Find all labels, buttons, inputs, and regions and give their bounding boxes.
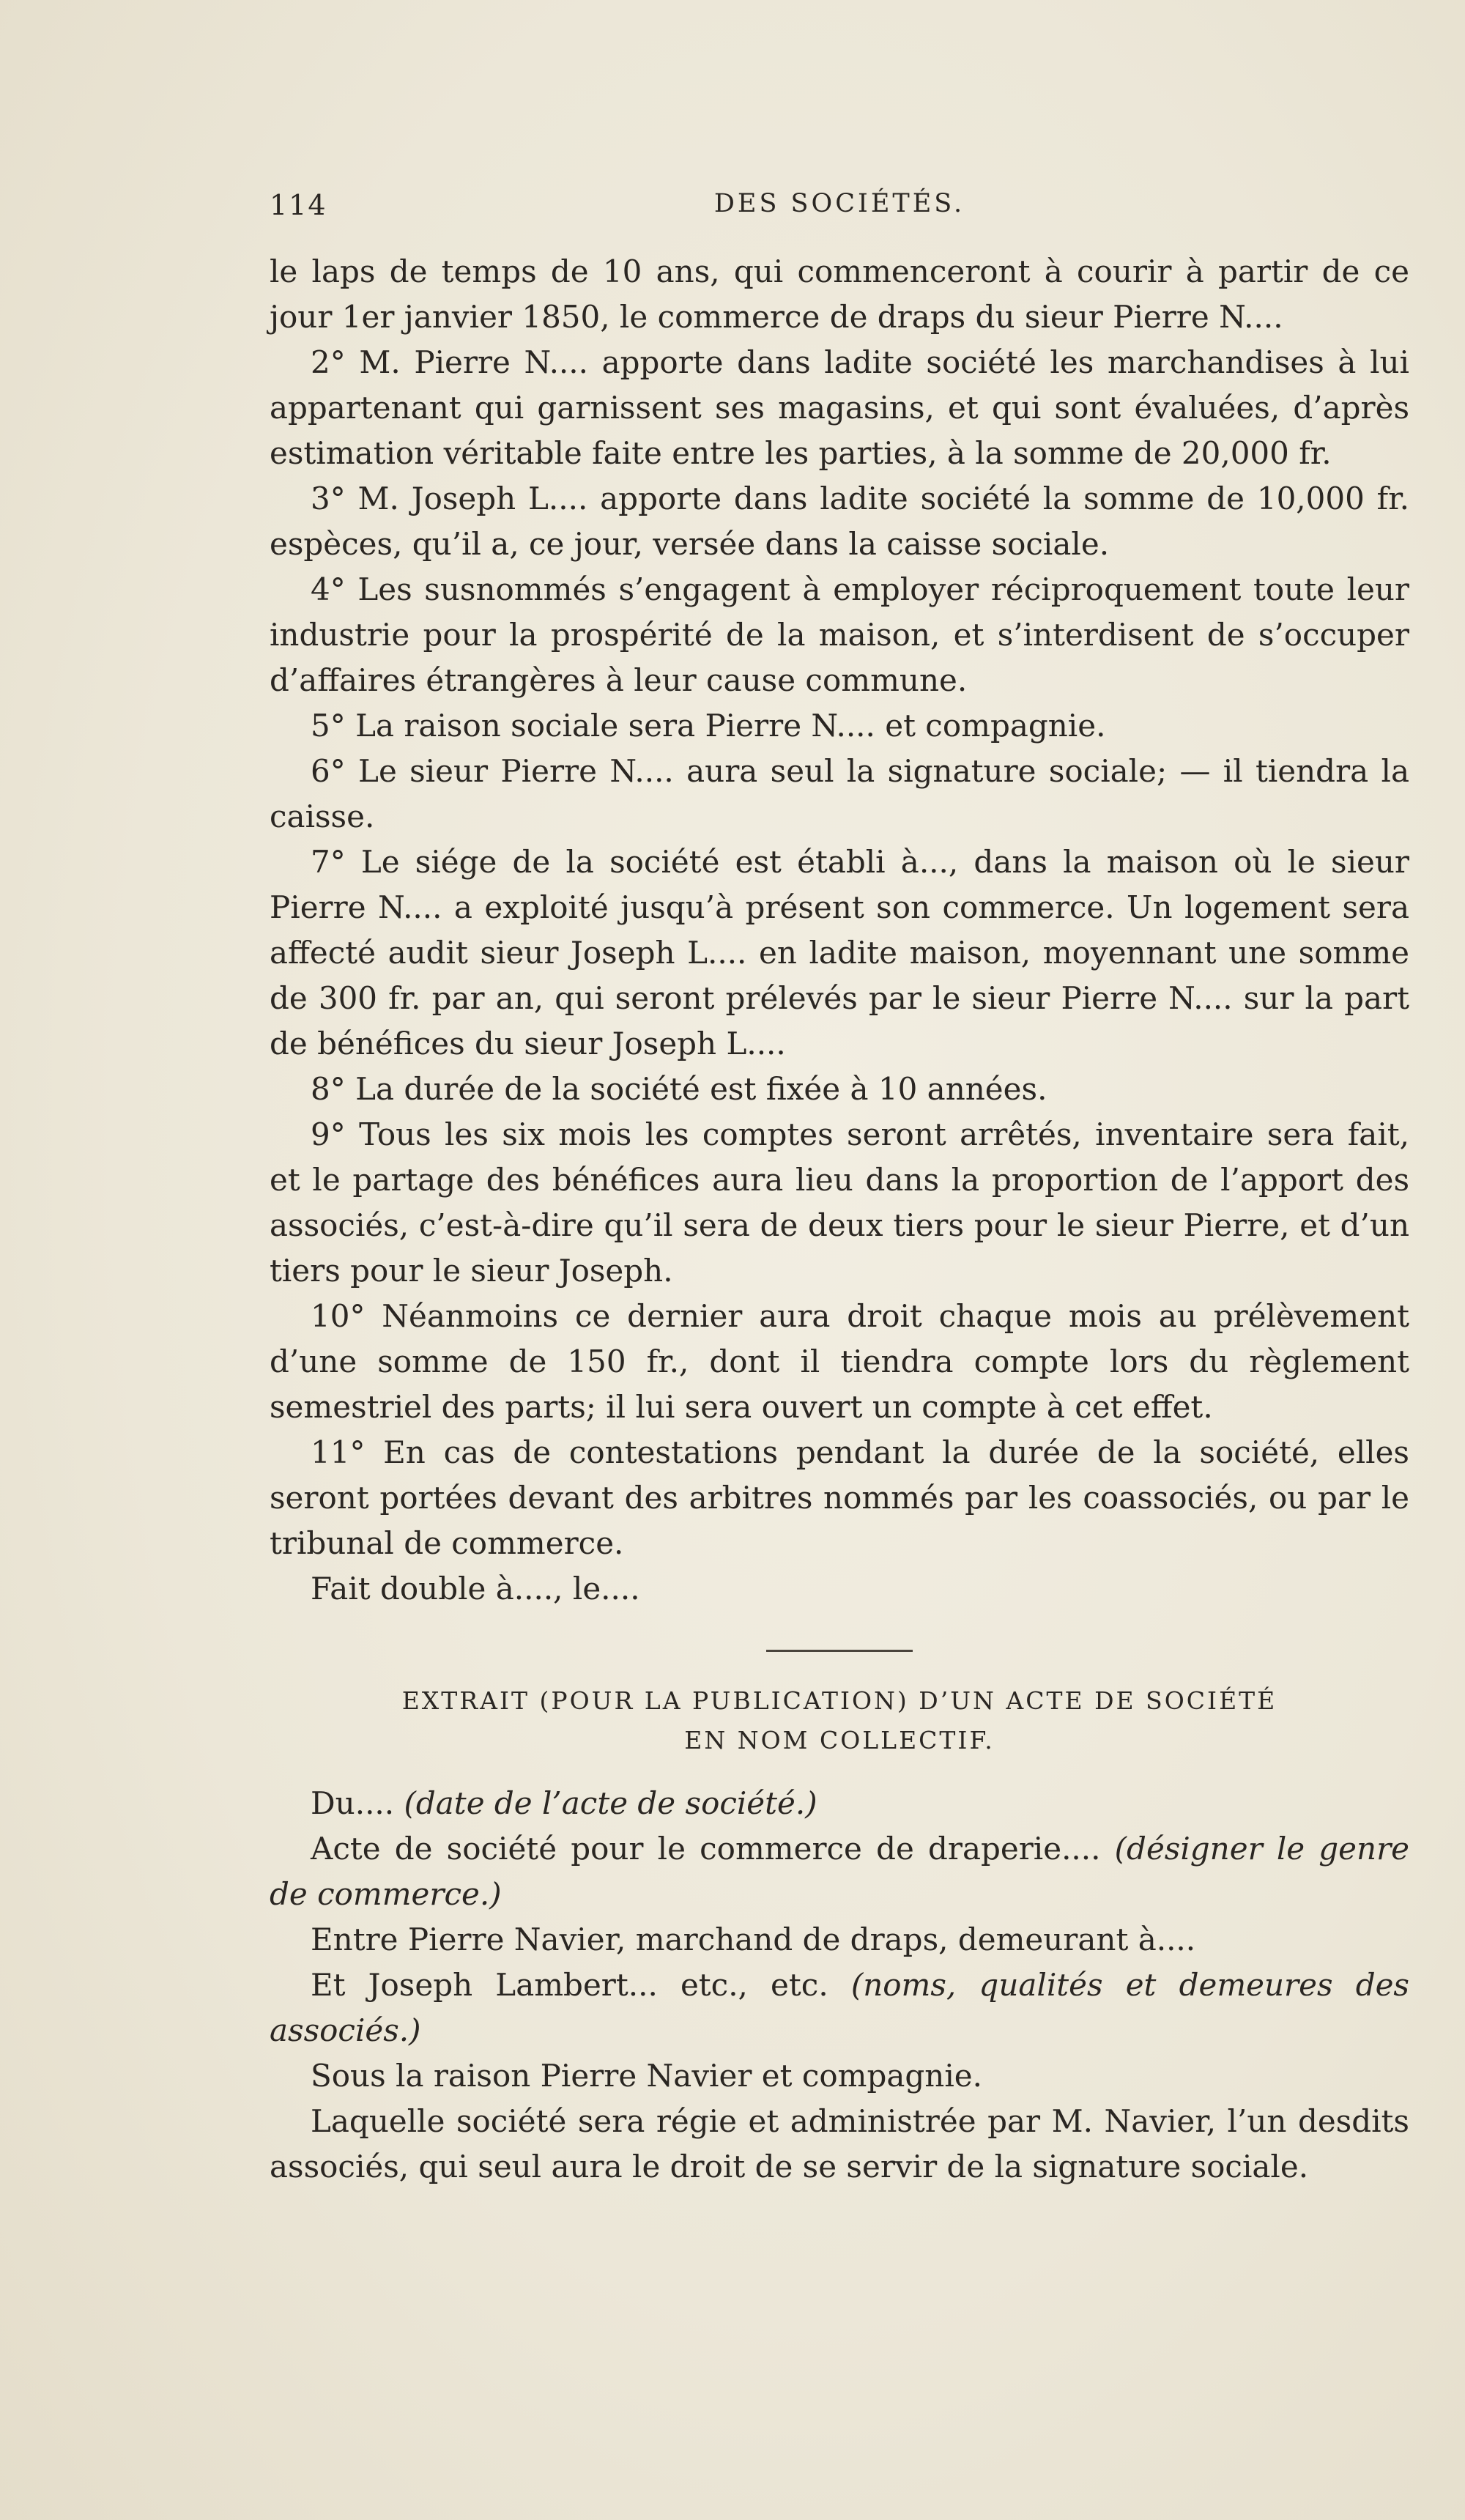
extract-raison-line: Sous la raison Pierre Navier et compagnie. <box>311 2058 982 2094</box>
extract-et-line <box>270 1963 1409 2053</box>
article-2: 2° M. Pierre N.... apporte dans ladite société les marchandises à lui appartenant qui garnissent ses magasins, et qui sont évaluées, d’après estimation véritable faite entre les parties, à la somme de 20,000 fr. <box>270 344 1409 471</box>
article-8: 8° La durée de la société est fixée à 10 années. <box>311 1071 1047 1107</box>
extract-et-instruction: (noms, qualités et demeures des associés.) <box>270 1967 1409 2048</box>
extract-date-line <box>270 1781 1409 1826</box>
paragraph-continuation: le laps de temps de 10 ans, qui commenceront à courir à partir de ce jour 1er janvier 1850, le commerce de draps du sieur Pierre N.... <box>270 253 1409 335</box>
article-6: 6° Le sieur Pierre N.... aura seul la signature sociale; — il tiendra la caisse. <box>270 753 1409 834</box>
extract-date-text: Du.... <box>311 1785 395 1821</box>
extract-entre-line: Entre Pierre Navier, marchand de draps, demeurant à.... <box>311 1922 1196 1957</box>
section-separator <box>766 1650 913 1652</box>
article-5: 5° La raison sociale sera Pierre N.... et compagnie. <box>311 708 1106 744</box>
extract-acte-instruction: (désigner le genre de commerce.) <box>270 1831 1409 1912</box>
extract-acte-line <box>270 1826 1409 1917</box>
body-text <box>270 249 1409 2190</box>
extract-heading <box>270 1681 1409 1760</box>
extract-acte-text: Acte de société pour le commerce de draperie.... <box>311 1831 1101 1867</box>
page-header <box>270 189 1409 226</box>
page-number: 114 <box>270 189 327 221</box>
running-title: DES SOCIÉTÉS. <box>713 189 965 218</box>
article-9: 9° Tous les six mois les comptes seront arrêtés, inventaire sera fait, et le partage des bénéfices aura lieu dans la proportion de l’apport des associés, c’est-à-dire qu’il sera de deux tiers pour le sieur Pierre, et d’un tiers pour le sieur Joseph. <box>270 1116 1409 1289</box>
article-11: 11° En cas de contestations pendant la durée de la société, elles seront portées devant des arbitres nommés par les coassociés, ou par le tribunal de commerce. <box>270 1434 1409 1561</box>
extract-administration-line: Laquelle société sera régie et administrée par M. Navier, l’un desdits associés, qui seul aura le droit de se servir de la signature sociale. <box>270 2103 1409 2184</box>
extract-et-text: Et Joseph Lambert... etc., etc. <box>311 1967 828 2003</box>
extract-heading-line-2: EN NOM COLLECTIF. <box>684 1726 995 1754</box>
extract-heading-line-1: EXTRAIT (POUR LA PUBLICATION) D’UN ACTE DE SOCIÉTÉ <box>401 1686 1277 1715</box>
article-7: 7° Le siége de la société est établi à..., dans la maison où le sieur Pierre N.... a exploité jusqu’à présent son commerce. Un logement sera affecté audit sieur Joseph L.... en ladite maison, moyennant une somme de 300 fr. par an, qui seront prélevés par le sieur Pierre N.... sur la part de bénéfices du sieur Joseph L.... <box>270 844 1409 1061</box>
article-3: 3° M. Joseph L.... apporte dans ladite société la somme de 10,000 fr. espèces, qu’il a, ce jour, versée dans la caisse sociale. <box>270 481 1409 562</box>
article-10: 10° Néanmoins ce dernier aura droit chaque mois au prélèvement d’une somme de 150 fr., dont il tiendra compte lors du règlement semestriel des parts; il lui sera ouvert un compte à cet effet. <box>270 1298 1409 1425</box>
extract-date-instruction: (date de l’acte de société.) <box>404 1785 817 1821</box>
article-4: 4° Les susnommés s’engagent à employer réciproquement toute leur industrie pour la prospérité de la maison, et s’interdisent de s’occuper d’affaires étrangères à leur cause commune. <box>270 571 1409 698</box>
signature-line: Fait double à...., le.... <box>311 1571 640 1606</box>
